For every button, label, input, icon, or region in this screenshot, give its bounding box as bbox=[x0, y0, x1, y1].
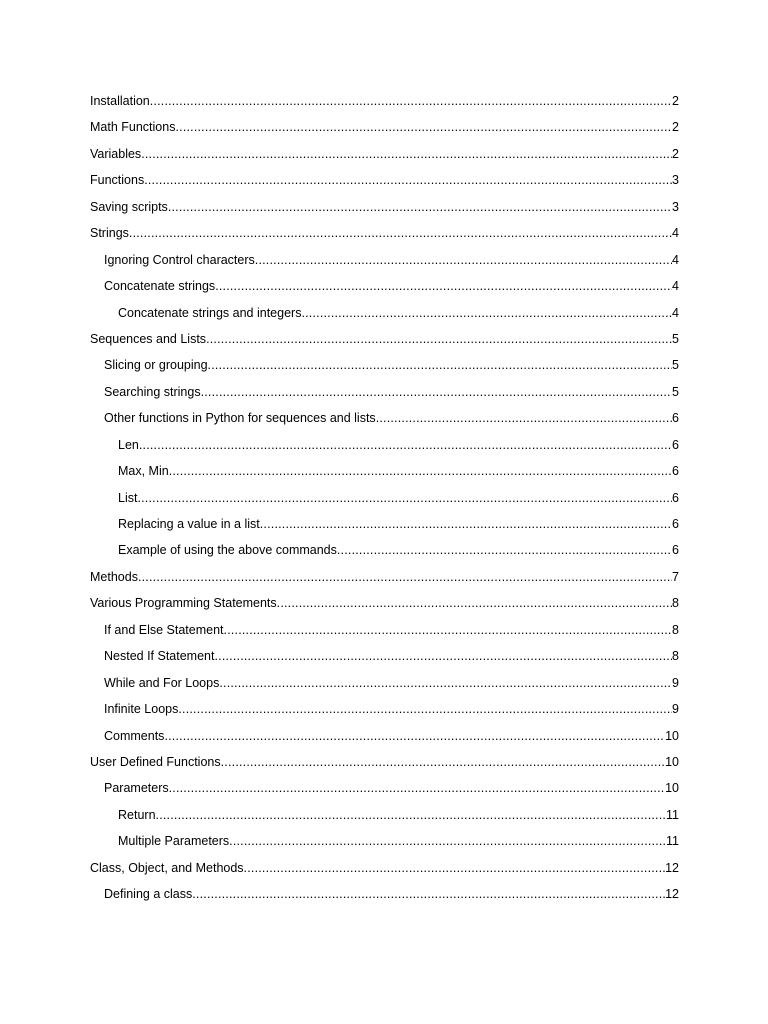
toc-entry-page-number: 8 bbox=[672, 649, 679, 664]
toc-entry-page-number: 4 bbox=[672, 279, 679, 294]
toc-entry-title: List bbox=[118, 490, 138, 505]
toc-entry-page-number: 5 bbox=[672, 358, 679, 373]
toc-dot-leader bbox=[208, 352, 673, 378]
toc-entry-page-number: 3 bbox=[672, 173, 679, 188]
toc-entry-page-number: 2 bbox=[672, 120, 679, 135]
toc-entry-page-number: 8 bbox=[672, 622, 679, 637]
toc-entry-title: Multiple Parameters bbox=[118, 834, 230, 849]
toc-entry-page-number: 10 bbox=[665, 754, 679, 769]
toc-entry[interactable] bbox=[90, 458, 679, 484]
toc-entry-page-number: 11 bbox=[666, 834, 679, 849]
toc-entry-page-number: 6 bbox=[672, 411, 679, 426]
toc-entry-title: Comments bbox=[104, 728, 165, 743]
toc-entry[interactable] bbox=[90, 749, 679, 775]
toc-entry-title: While and For Loops bbox=[104, 675, 220, 690]
toc-entry-page-number: 4 bbox=[672, 226, 679, 241]
toc-entry[interactable] bbox=[90, 564, 679, 590]
toc-dot-leader bbox=[214, 643, 672, 669]
toc-entry[interactable] bbox=[90, 167, 679, 193]
toc-entry-title: Math Functions bbox=[90, 120, 176, 135]
toc-entry-title: Return bbox=[118, 807, 156, 822]
toc-entry[interactable] bbox=[90, 326, 679, 352]
toc-entry-title: Infinite Loops bbox=[104, 702, 179, 717]
toc-entry-page-number: 10 bbox=[665, 728, 679, 743]
toc-entry-title: Concatenate strings bbox=[104, 279, 216, 294]
toc-entry-page-number: 4 bbox=[672, 252, 679, 267]
toc-dot-leader bbox=[137, 485, 672, 511]
toc-dot-leader bbox=[144, 167, 672, 193]
toc-entry-title: Ignoring Control characters bbox=[104, 252, 255, 267]
toc-entry-page-number: 11 bbox=[666, 807, 679, 822]
toc-entry-title: Class, Object, and Methods bbox=[90, 860, 244, 875]
toc-dot-leader bbox=[255, 247, 672, 273]
toc-entry[interactable] bbox=[90, 537, 679, 563]
toc-entry-page-number: 6 bbox=[672, 437, 679, 452]
toc-dot-leader bbox=[337, 537, 672, 563]
toc-dot-leader bbox=[215, 273, 672, 299]
toc-entry-title: If and Else Statement bbox=[104, 622, 224, 637]
toc-entry-title: Strings bbox=[90, 226, 129, 241]
toc-entry-page-number: 6 bbox=[672, 464, 679, 479]
toc-entry-page-number: 5 bbox=[672, 384, 679, 399]
toc-entry-title: Functions bbox=[90, 173, 145, 188]
toc-dot-leader bbox=[229, 828, 666, 854]
toc-entry-title: Sequences and Lists bbox=[90, 331, 207, 346]
toc-dot-leader bbox=[150, 88, 672, 114]
toc-entry-page-number: 6 bbox=[672, 517, 679, 531]
toc-entry-page-number: 2 bbox=[672, 94, 679, 108]
toc-dot-leader bbox=[201, 379, 672, 405]
toc-entry[interactable] bbox=[90, 273, 679, 299]
toc-entry-title: Concatenate strings and integers bbox=[118, 305, 302, 320]
toc-entry-title: Various Programming Statements bbox=[90, 596, 277, 611]
toc-entry[interactable] bbox=[90, 670, 679, 696]
toc-entry-page-number: 12 bbox=[665, 860, 679, 875]
toc-dot-leader bbox=[206, 326, 672, 352]
toc-entry-page-number: 9 bbox=[672, 702, 679, 717]
toc-dot-leader bbox=[260, 511, 672, 537]
toc-entry-title: Replacing a value in a list bbox=[118, 517, 260, 531]
toc-dot-leader bbox=[178, 696, 672, 722]
toc-entry-title: Defining a class bbox=[104, 887, 193, 902]
toc-dot-leader bbox=[301, 300, 672, 326]
toc-entry-page-number: 9 bbox=[672, 675, 679, 690]
toc-entry[interactable] bbox=[90, 643, 679, 669]
toc-dot-leader bbox=[221, 749, 665, 775]
toc-entry[interactable] bbox=[90, 405, 679, 431]
toc-dot-leader bbox=[169, 458, 672, 484]
toc-entry[interactable] bbox=[90, 220, 679, 246]
toc-entry[interactable] bbox=[90, 300, 679, 326]
toc-entry-page-number: 10 bbox=[665, 781, 679, 796]
toc-entry[interactable] bbox=[90, 511, 679, 537]
toc-entry[interactable] bbox=[90, 802, 679, 828]
toc-entry-page-number: 6 bbox=[672, 543, 679, 558]
toc-dot-leader bbox=[141, 141, 672, 167]
toc-dot-leader bbox=[169, 775, 665, 801]
toc-entry[interactable] bbox=[90, 379, 679, 405]
toc-entry-page-number: 12 bbox=[665, 887, 679, 902]
toc-entry[interactable] bbox=[90, 485, 679, 511]
toc-entry-title: Installation bbox=[90, 94, 150, 108]
toc-entry[interactable] bbox=[90, 828, 679, 854]
toc-entry[interactable] bbox=[90, 775, 679, 801]
toc-entry[interactable] bbox=[90, 114, 679, 140]
toc-entry-title: Methods bbox=[90, 569, 138, 584]
toc-dot-leader bbox=[175, 114, 672, 140]
toc-entry[interactable] bbox=[90, 247, 679, 273]
toc-entry-title: Parameters bbox=[104, 781, 169, 796]
toc-entry[interactable] bbox=[90, 617, 679, 643]
toc-dot-leader bbox=[192, 881, 665, 907]
toc-entry-page-number: 8 bbox=[672, 596, 679, 611]
table-of-contents bbox=[90, 88, 679, 908]
toc-entry-title: Len bbox=[118, 437, 139, 452]
toc-entry[interactable] bbox=[90, 194, 679, 220]
toc-entry-title: Other functions in Python for sequences and lists bbox=[104, 411, 376, 426]
toc-entry-title: Nested If Statement bbox=[104, 649, 215, 664]
toc-entry[interactable] bbox=[90, 590, 679, 616]
toc-entry[interactable] bbox=[90, 881, 679, 907]
toc-dot-leader bbox=[164, 723, 665, 749]
toc-entry-page-number: 7 bbox=[672, 569, 679, 584]
toc-entry-title: Saving scripts bbox=[90, 199, 168, 214]
toc-entry[interactable] bbox=[90, 696, 679, 722]
toc-dot-leader bbox=[129, 220, 672, 246]
toc-entry-page-number: 6 bbox=[672, 490, 679, 505]
toc-entry-title: Example of using the above commands bbox=[118, 543, 337, 558]
toc-entry[interactable] bbox=[90, 88, 679, 114]
toc-dot-leader bbox=[156, 802, 666, 828]
toc-entry-title: User Defined Functions bbox=[90, 754, 221, 769]
toc-dot-leader bbox=[224, 617, 673, 643]
toc-dot-leader bbox=[277, 590, 672, 616]
toc-dot-leader bbox=[219, 670, 672, 696]
toc-dot-leader bbox=[168, 194, 672, 220]
toc-entry[interactable] bbox=[90, 352, 679, 378]
toc-entry[interactable] bbox=[90, 855, 679, 881]
toc-entry-title: Max, Min bbox=[118, 464, 169, 479]
toc-entry-page-number: 4 bbox=[672, 305, 679, 320]
toc-entry[interactable] bbox=[90, 432, 679, 458]
toc-dot-leader bbox=[244, 855, 666, 881]
toc-entry-page-number: 2 bbox=[672, 146, 679, 161]
toc-entry-title: Searching strings bbox=[104, 384, 201, 399]
toc-dot-leader bbox=[139, 432, 672, 458]
toc-entry-page-number: 5 bbox=[672, 331, 679, 346]
toc-entry-title: Slicing or grouping bbox=[104, 358, 208, 373]
toc-entry[interactable] bbox=[90, 141, 679, 167]
toc-entry[interactable] bbox=[90, 723, 679, 749]
toc-entry-page-number: 3 bbox=[672, 199, 679, 214]
toc-dot-leader bbox=[376, 405, 672, 431]
toc-dot-leader bbox=[138, 564, 672, 590]
toc-entry-title: Variables bbox=[90, 146, 142, 161]
